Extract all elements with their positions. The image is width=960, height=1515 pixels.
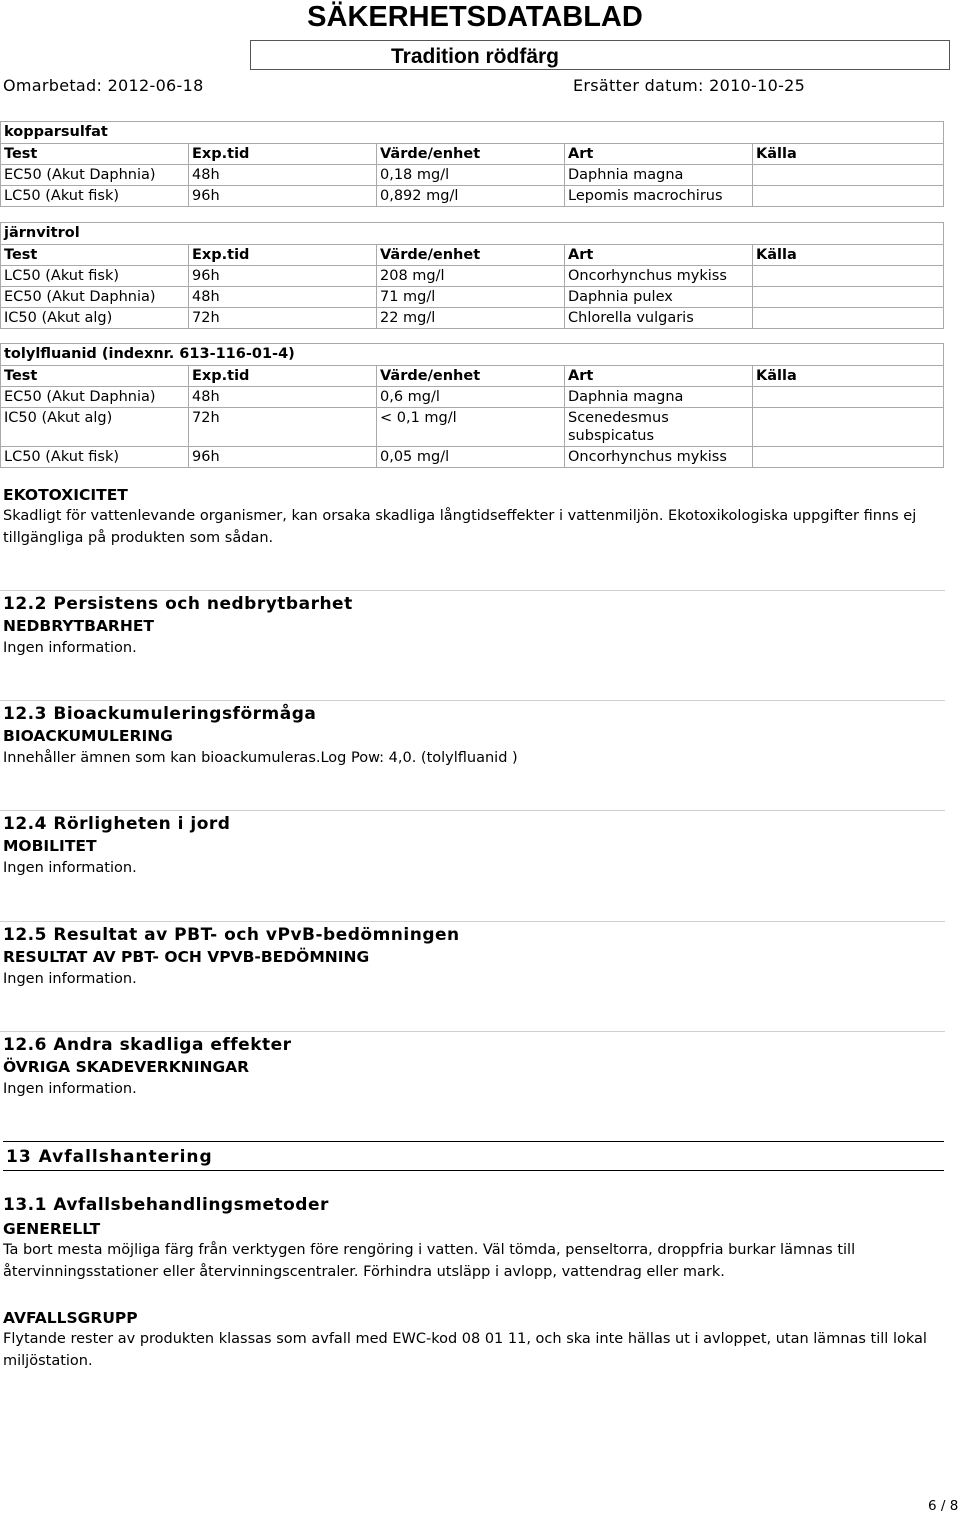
cell-test: LC50 (Akut fisk)	[1, 266, 189, 287]
section-heading: 12.5 Resultat av PBT- och vPvB-bedömningen	[0, 921, 945, 946]
cell-test: EC50 (Akut Daphnia)	[1, 387, 189, 408]
col-test: Test	[1, 144, 189, 165]
document-title: SÄKERHETSDATABLAD	[307, 1, 643, 33]
cell-value: 0,18 mg/l	[377, 165, 565, 186]
substance-table-tolylfluanid	[0, 343, 943, 468]
page-number: 6 / 8	[928, 1498, 959, 1514]
cell-value: < 0,1 mg/l	[377, 408, 565, 447]
cell-species: Oncorhynchus mykiss	[565, 447, 753, 468]
col-exptime: Exp.tid	[189, 366, 377, 387]
section-text: Ingen information.	[3, 860, 137, 876]
cell-exptime: 72h	[189, 308, 377, 329]
section-13-1	[0, 1192, 945, 1216]
ecotox-text: Skadligt för vattenlevande organismer, kan orsaka skadliga långtidseffekter i vattenmiljön. Ekotoxikologiska uppgifter finns ej tillgängliga på produkten som sådan.	[3, 508, 917, 546]
table-header-row	[1, 144, 944, 165]
table-row	[1, 308, 944, 329]
cell-source	[753, 165, 944, 186]
section-text: Innehåller ämnen som kan bioackumuleras.Log Pow: 4,0. (tolylfluanid )	[3, 750, 518, 766]
cell-exptime: 96h	[189, 186, 377, 207]
section-12-3	[0, 700, 945, 769]
cell-species: Daphnia magna	[565, 165, 753, 186]
cell-exptime: 48h	[189, 287, 377, 308]
table-row	[1, 165, 944, 186]
cell-source	[753, 266, 944, 287]
revised-date: Omarbetad: 2012-06-18	[3, 76, 204, 95]
section-text: Ingen information.	[3, 971, 137, 987]
cell-value: 22 mg/l	[377, 308, 565, 329]
section-heading: 12.3 Bioackumuleringsförmåga	[0, 700, 945, 725]
waste-group-label: AVFALLSGRUPP	[3, 1309, 138, 1327]
cell-source	[753, 447, 944, 468]
col-species: Art	[565, 366, 753, 387]
section-subheading: MOBILITET	[3, 837, 97, 855]
cell-species: Chlorella vulgaris	[565, 308, 753, 329]
substance-name: tolylfluanid (indexnr. 613-116-01-4)	[1, 344, 944, 366]
cell-species: Daphnia pulex	[565, 287, 753, 308]
replaces-date: Ersätter datum: 2010-10-25	[573, 76, 806, 95]
cell-value: 0,05 mg/l	[377, 447, 565, 468]
cell-source	[753, 287, 944, 308]
cell-test: EC50 (Akut Daphnia)	[1, 165, 189, 186]
general-label: GENERELLT	[3, 1220, 101, 1238]
general-block	[3, 1218, 943, 1283]
cell-test: EC50 (Akut Daphnia)	[1, 287, 189, 308]
waste-group-block	[3, 1307, 943, 1372]
section-heading: 13.1 Avfallsbehandlingsmetoder	[3, 1195, 329, 1215]
section-subheading: BIOACKUMULERING	[3, 727, 173, 745]
col-value: Värde/enhet	[377, 245, 565, 266]
cell-test: LC50 (Akut fisk)	[1, 447, 189, 468]
general-text: Ta bort mesta möjliga färg från verktygen före rengöring i vatten. Väl tömda, penseltorra, droppfria burkar lämnas till återvinningsstationer eller återvinningscentraler. Förhindra utsläpp i avlopp, vattendrag eller mark.	[3, 1242, 856, 1280]
table-row	[1, 387, 944, 408]
substance-name: kopparsulfat	[1, 122, 944, 144]
col-species: Art	[565, 245, 753, 266]
col-test: Test	[1, 366, 189, 387]
col-source: Källa	[753, 144, 944, 165]
product-name: Tradition rödfärg	[391, 45, 559, 68]
cell-source	[753, 408, 944, 447]
col-source: Källa	[753, 245, 944, 266]
document-header	[0, 0, 960, 110]
cell-species: Daphnia magna	[565, 387, 753, 408]
cell-source	[753, 387, 944, 408]
substance-table-kopparsulfat	[0, 121, 943, 207]
section-subheading: NEDBRYTBARHET	[3, 617, 155, 635]
table-row	[1, 447, 944, 468]
cell-exptime: 96h	[189, 447, 377, 468]
col-exptime: Exp.tid	[189, 245, 377, 266]
section-12-5	[0, 921, 945, 990]
col-exptime: Exp.tid	[189, 144, 377, 165]
ecotox-heading: EKOTOXICITET	[3, 486, 128, 504]
cell-value: 0,6 mg/l	[377, 387, 565, 408]
cell-species: Scenedesmus subspicatus	[565, 408, 753, 447]
cell-exptime: 96h	[189, 266, 377, 287]
cell-exptime: 48h	[189, 387, 377, 408]
table-row	[1, 408, 944, 447]
cell-source	[753, 308, 944, 329]
section-heading: 12.6 Andra skadliga effekter	[0, 1031, 945, 1056]
cell-exptime: 48h	[189, 165, 377, 186]
col-value: Värde/enhet	[377, 144, 565, 165]
section-subheading: RESULTAT AV PBT- OCH VPVB-BEDÖMNING	[3, 948, 370, 966]
section-12-6	[0, 1031, 945, 1100]
table-header-row	[1, 366, 944, 387]
section-text: Ingen information.	[3, 1081, 137, 1097]
col-test: Test	[1, 245, 189, 266]
cell-species: Oncorhynchus mykiss	[565, 266, 753, 287]
section-text: Ingen information.	[3, 640, 137, 656]
table-row	[1, 266, 944, 287]
substance-table-jarnvitrol	[0, 222, 943, 329]
cell-value: 0,892 mg/l	[377, 186, 565, 207]
table-header-row	[1, 245, 944, 266]
table-row	[1, 186, 944, 207]
table-row	[1, 287, 944, 308]
cell-test: IC50 (Akut alg)	[1, 308, 189, 329]
cell-species: Lepomis macrochirus	[565, 186, 753, 207]
cell-value: 208 mg/l	[377, 266, 565, 287]
substance-name: järnvitrol	[1, 223, 944, 245]
waste-group-text: Flytande rester av produkten klassas som avfall med EWC-kod 08 01 11, och ska inte hällas ut i avloppet, utan lämnas till lokal miljöstation.	[3, 1331, 927, 1369]
section-12-2	[0, 590, 945, 659]
ecotoxicity-section	[0, 484, 945, 549]
col-source: Källa	[753, 366, 944, 387]
col-species: Art	[565, 144, 753, 165]
chapter-13-title: 13 Avfallshantering	[3, 1141, 944, 1171]
section-subheading: ÖVRIGA SKADEVERKNINGAR	[3, 1058, 250, 1076]
section-12-4	[0, 810, 945, 879]
cell-value: 71 mg/l	[377, 287, 565, 308]
cell-exptime: 72h	[189, 408, 377, 447]
cell-source	[753, 186, 944, 207]
col-value: Värde/enhet	[377, 366, 565, 387]
cell-test: IC50 (Akut alg)	[1, 408, 189, 447]
section-heading: 12.2 Persistens och nedbrytbarhet	[0, 590, 945, 615]
section-heading: 12.4 Rörligheten i jord	[0, 810, 945, 835]
cell-test: LC50 (Akut fisk)	[1, 186, 189, 207]
